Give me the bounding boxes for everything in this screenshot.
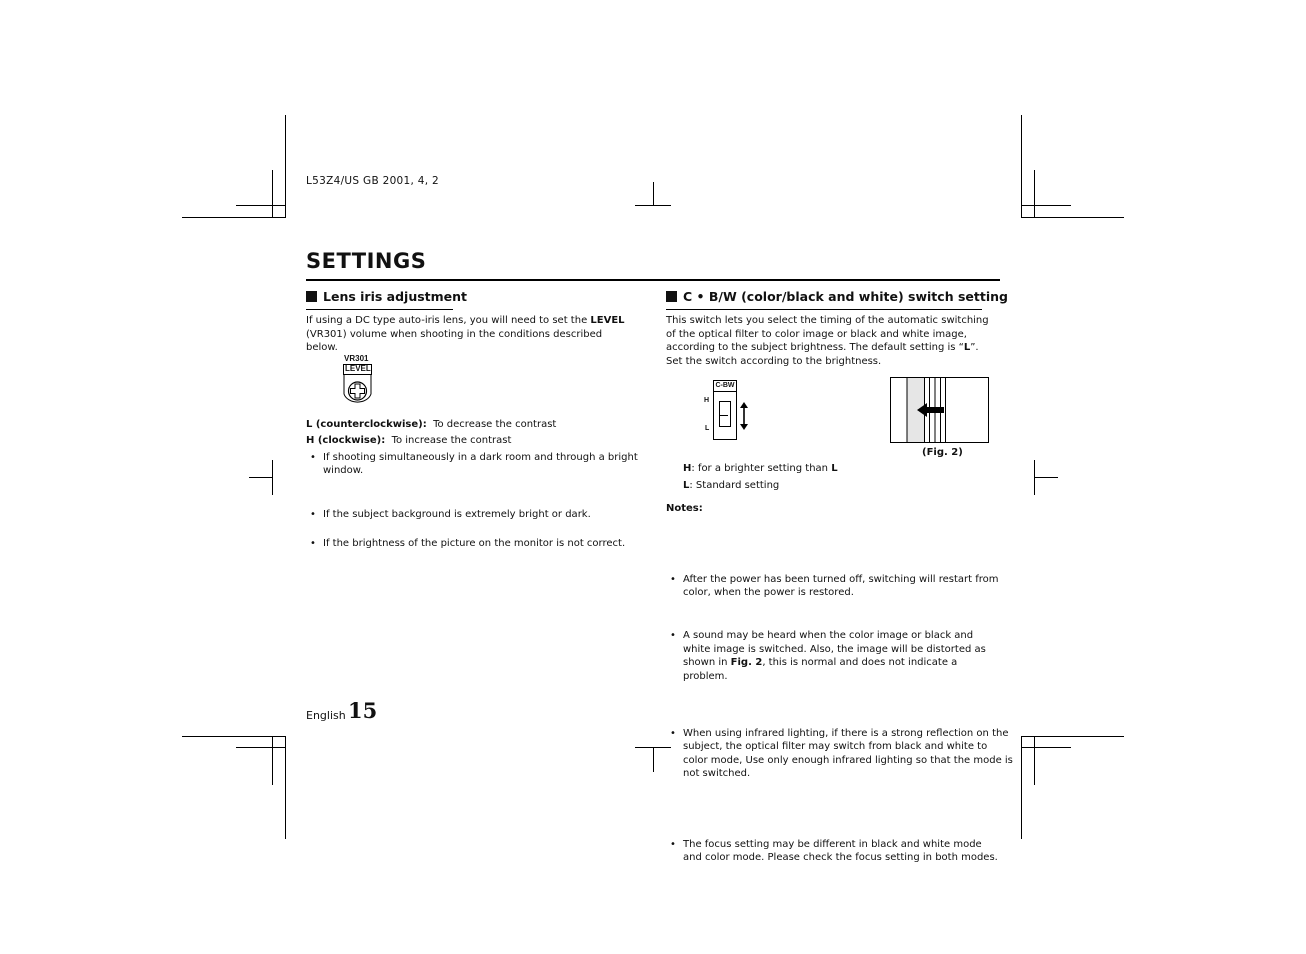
list-item: • After the power has been turned off, switching will restart from color, when the power is restored. [670, 573, 999, 599]
fig2-distortion-image [890, 377, 990, 444]
lens-iris-heading: Lens iris adjustment [306, 289, 467, 304]
square-bullet-icon [666, 291, 677, 302]
cbw-switch-figure [703, 380, 753, 442]
footer-language: English [306, 709, 346, 722]
list-item: • A sound may be heard when the color image or black and white image is switched. Also, the image will be distorted as shown in Fig. 2, this is normal and does not indicate a problem. [670, 630, 986, 682]
switch-label: C-BW [713, 380, 737, 392]
cbw-intro: This switch lets you select the timing of the automatic switching of the optical filter to color image or black and white image, according to the subject brightness. The default setting is “L”. Set the switch according to the brightness. [666, 315, 989, 367]
list-item: • If the brightness of the picture on the monitor is not correct. [310, 538, 626, 550]
knob-top-label: VR301 [344, 354, 369, 363]
h-setting-desc: H: for a brighter setting than L [683, 463, 838, 474]
doc-code: L53Z4/US GB 2001, 4, 2 [306, 175, 440, 187]
knob-box-label: LEVEL [345, 364, 371, 373]
list-item: • If the subject background is extremely bright or dark. [310, 508, 591, 520]
square-bullet-icon [306, 291, 317, 302]
l-setting: L (counterclockwise): To decrease the contrast [306, 419, 557, 430]
level-knob-figure [343, 354, 375, 406]
switch-h-label: H [704, 397, 710, 404]
h-setting: H (clockwise): To increase the contrast [306, 435, 512, 446]
cbw-switch-heading: C • B/W (color/black and white) switch setting [666, 289, 1008, 304]
list-item: • If shooting simultaneously in a dark room and through a bright window. [310, 452, 638, 477]
page-number: 15 [348, 698, 378, 723]
up-down-arrow-icon [739, 402, 749, 430]
fig2-caption: (Fig. 2) [922, 447, 963, 458]
section-rule [666, 309, 982, 310]
page-title: SETTINGS [306, 249, 427, 273]
section-rule [306, 309, 453, 310]
list-item: • The focus setting may be different in black and white mode and color mode. Please check the focus setting in both modes. [670, 838, 998, 864]
lens-iris-intro: If using a DC type auto-iris lens, you will need to set the LEVEL (VR301) volume when shooting in the conditions described below. [306, 315, 625, 354]
switch-knob [720, 415, 728, 426]
l-setting-desc: L: Standard setting [683, 480, 780, 491]
list-item: • When using infrared lighting, if there is a strong reflection on the subject, the optical filter may switch from black and white to color mode, Use only enough infrared lighting so that the mode is not switched. [670, 728, 1013, 780]
title-rule [306, 279, 1000, 281]
notes-title: Notes: [666, 503, 703, 514]
switch-l-label: L [705, 425, 710, 432]
